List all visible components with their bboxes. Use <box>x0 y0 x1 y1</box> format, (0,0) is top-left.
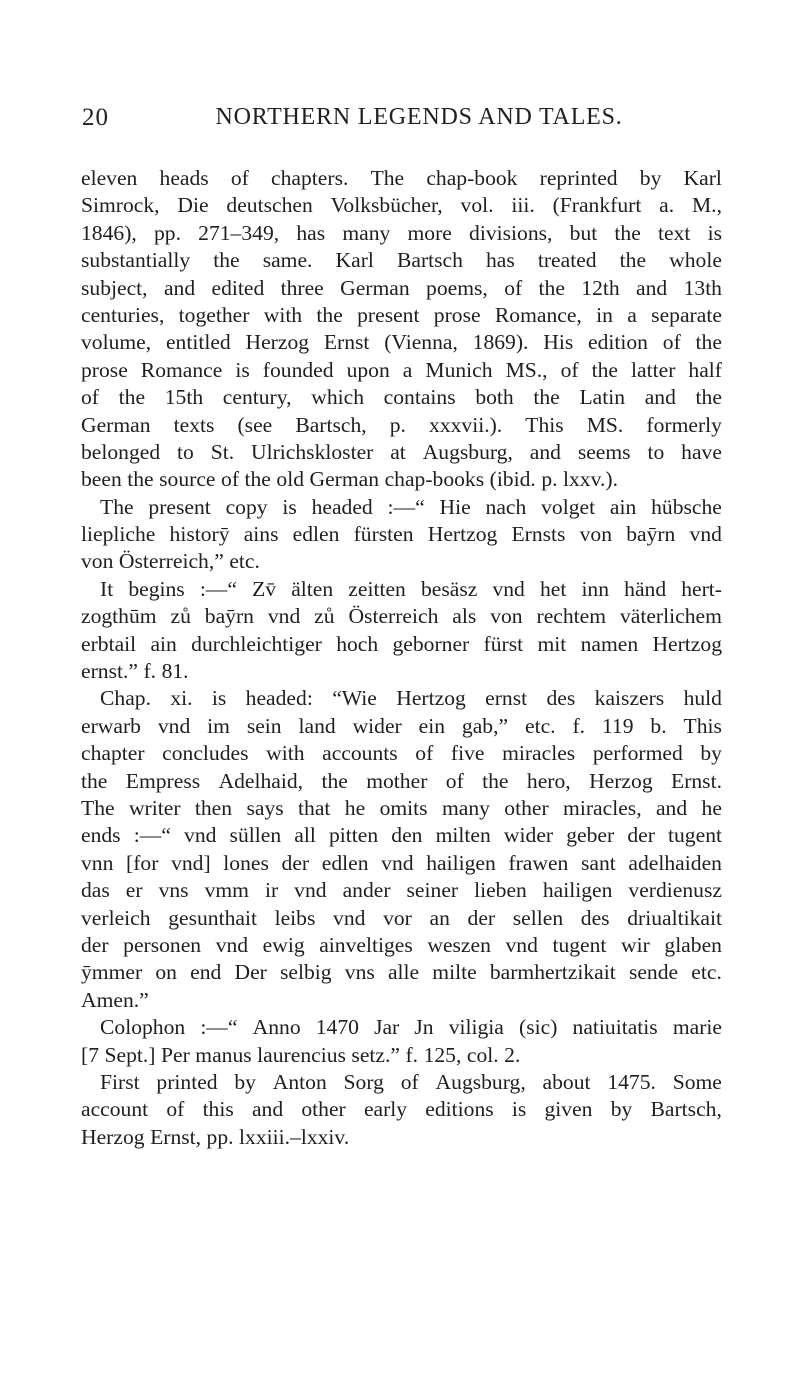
text-line: Amen.” <box>81 987 149 1012</box>
text-line: [7 Sept.] Per manus laurencius setz.” f. 125, col. 2. <box>81 1042 521 1067</box>
text-line: erbtail ain durchleichtiger hoch geborner fürst mit namen Hertzog <box>81 631 722 656</box>
text-line: ernst.” f. 81. <box>81 659 189 684</box>
text-line: von Österreich,” etc. <box>81 549 260 574</box>
text-line: erwarb vnd im sein land wider ein gab,” etc. f. 119 b. This <box>81 713 722 738</box>
text-line: verleich gesunthait leibs vnd vor an der sellen des driualtikait <box>81 905 722 930</box>
text-line: Simrock, Die deutschen Volksbücher, vol. iii. (Frankfurt a. M., <box>81 193 722 218</box>
text-line: zogthūm zů baӯrn vnd zů Österreich als von rechtem väterlichem <box>81 604 722 629</box>
text-line: centuries, together with the present prose Romance, in a separate <box>81 302 722 327</box>
text-line: ӯmmer on end Der selbig vns alle milte barmhertzikait sende etc. <box>81 960 722 985</box>
text-line: subject, and edited three German poems, of the 12th and 13th <box>81 275 722 300</box>
text-line: It begins :—“ Zv̄ älten zeitten besäsz vnd het inn händ hert- <box>100 576 722 601</box>
text-line: The present copy is headed :—“ Hie nach volget ain hübsche <box>100 494 722 519</box>
text-line: Herzog Ernst, pp. lxxiii.–lxxiv. <box>81 1124 350 1149</box>
text-line: The writer then says that he omits many other miracles, and he <box>81 795 722 820</box>
text-line: been the source of the old German chap-books (ibid. p. lxxv.). <box>81 467 618 492</box>
text-line: volume, entitled Herzog Ernst (Vienna, 1869). His edition of the <box>81 330 722 355</box>
page-header <box>82 104 718 144</box>
running-title: NORTHERN LEGENDS AND TALES. <box>215 104 623 130</box>
text-line: Colophon :—“ Anno 1470 Jar Jn viligia (sic) natiuitatis marie <box>100 1015 722 1040</box>
text-line: der personen vnd ewig ainveltiges weszen vnd tugent wir glaben <box>81 932 722 957</box>
text-line: German texts (see Bartsch, p. xxxvii.). This MS. formerly <box>81 412 722 437</box>
text-line: the Empress Adelhaid, the mother of the hero, Herzog Ernst. <box>81 768 722 793</box>
page-number: 20 <box>82 104 109 131</box>
text-line: vnn [for vnd] lones der edlen vnd hailigen frawen sant adelhaiden <box>81 850 722 875</box>
text-line: liepliche historӯ ains edlen fürsten Hertzog Ernsts von baӯrn vnd <box>81 522 722 547</box>
text-line: eleven heads of chapters. The chap-book reprinted by Karl <box>81 166 722 190</box>
text-line: prose Romance is founded upon a Munich MS., of the latter half <box>81 357 722 382</box>
text-line: First printed by Anton Sorg of Augsburg, about 1475. Some <box>100 1069 722 1094</box>
text-line: belonged to St. Ulrichskloster at Augsburg, and seems to have <box>81 439 722 464</box>
text-line: ends :—“ vnd süllen all pitten den milten wider geber der tugent <box>81 823 722 848</box>
text-line: of the 15th century, which contains both the Latin and the <box>81 385 722 410</box>
text-line: 1846), pp. 271–349, has many more divisions, but the text is <box>81 220 722 245</box>
text-line: chapter concludes with accounts of five miracles performed by <box>81 741 722 766</box>
text-line: account of this and other early editions is given by Bartsch, <box>81 1097 722 1122</box>
text-line: Chap. xi. is headed: “Wie Hertzog ernst des kaiszers huld <box>100 686 722 711</box>
text-line: substantially the same. Karl Bartsch has treated the whole <box>81 248 722 273</box>
body-text <box>81 165 722 1151</box>
text-line: das er vns vmm ir vnd ander seiner lieben hailigen verdienusz <box>81 878 722 903</box>
